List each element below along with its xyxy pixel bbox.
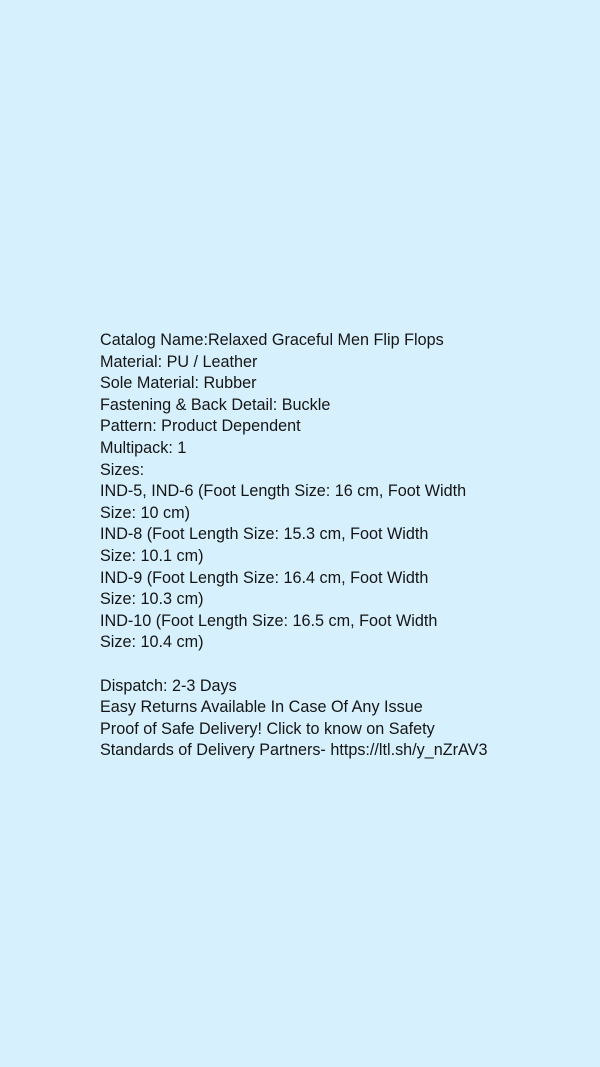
size-entry-line: Size: 10.3 cm): [100, 590, 204, 609]
multipack: Multipack: 1: [100, 438, 187, 457]
sizes-heading: Sizes:: [100, 460, 145, 479]
size-entry-line: Size: 10 cm): [100, 503, 190, 522]
fastening-detail: Fastening & Back Detail: Buckle: [100, 395, 331, 414]
size-entry-line: IND-8 (Foot Length Size: 15.3 cm, Foot Width: [100, 525, 429, 544]
returns-info: Easy Returns Available In Case Of Any Issue: [100, 698, 423, 717]
size-entry-line: Size: 10.4 cm): [100, 633, 204, 652]
dispatch-info: Dispatch: 2-3 Days: [100, 676, 237, 695]
safety-info-link[interactable]: Standards of Delivery Partners- https://ltl.sh/y_nZrAV3: [100, 741, 488, 760]
size-entry-line: IND-10 (Foot Length Size: 16.5 cm, Foot Width: [100, 611, 438, 630]
spacer: [100, 654, 580, 676]
size-entry-line: IND-9 (Foot Length Size: 16.4 cm, Foot Width: [100, 568, 429, 587]
material: Material: PU / Leather: [100, 352, 258, 371]
product-description: [100, 330, 580, 762]
pattern: Pattern: Product Dependent: [100, 417, 301, 436]
sole-material: Sole Material: Rubber: [100, 374, 257, 393]
catalog-name: Catalog Name:Relaxed Graceful Men Flip Flops: [100, 331, 444, 349]
size-entry-line: Size: 10.1 cm): [100, 546, 204, 565]
size-entry-line: IND-5, IND-6 (Foot Length Size: 16 cm, Foot Width: [100, 482, 467, 501]
safety-info: Proof of Safe Delivery! Click to know on Safety: [100, 719, 435, 738]
